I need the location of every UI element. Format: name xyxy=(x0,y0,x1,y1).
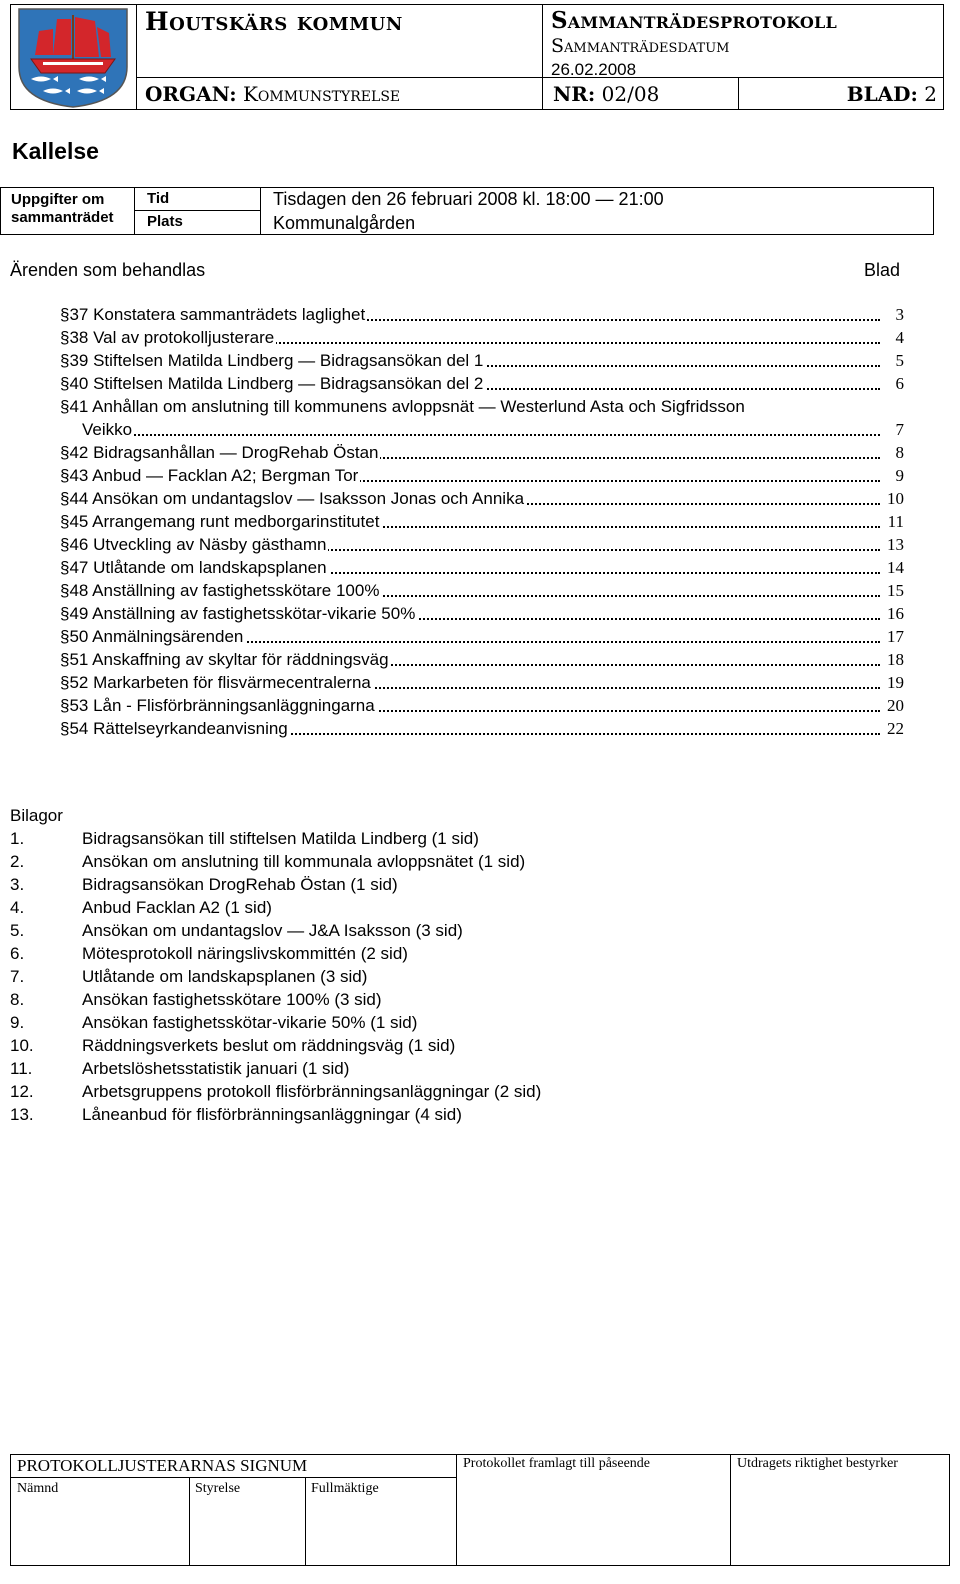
attachments-heading: Bilagor xyxy=(10,806,63,825)
attachment-number: 6. xyxy=(10,944,25,963)
agenda-item: §44 Ansökan om undantagslov — Isaksson Jonas och Annika 10 xyxy=(60,489,904,508)
attachment-number: 9. xyxy=(10,1013,25,1032)
agenda-item: §41 Anhållan om anslutning till kommunens avloppsnät — Westerlund Asta och Sigfridsson xyxy=(60,397,745,416)
meeting-date: 26.02.2008 xyxy=(551,60,637,79)
agenda-item: §43 Anbud — Facklan A2; Bergman Tor 9 xyxy=(60,466,904,485)
riktighet-cell xyxy=(731,1455,949,1565)
meeting-info-label: Uppgifter om sammanträdet xyxy=(11,191,114,226)
organ-cell xyxy=(137,78,543,109)
logo-cell xyxy=(11,5,137,109)
organ-label: ORGAN: xyxy=(145,82,237,106)
riktighet-label: Utdragets riktighet bestyrker xyxy=(737,1456,898,1471)
agenda-page-heading: Blad xyxy=(864,260,901,280)
agenda-item: §39 Stiftelsen Matilda Lindberg — Bidragsansökan del 1 5 xyxy=(60,351,904,370)
agenda-item: §53 Lån - Flisförbränningsanläggningarna 20 xyxy=(60,696,904,715)
nr-label: NR: xyxy=(553,82,596,106)
page-cell xyxy=(739,78,943,109)
attachment-item: Ansökan fastighetsskötare 100% (3 sid) xyxy=(82,990,382,1009)
date-label: Sammanträdesdatum xyxy=(551,35,730,57)
attachment-item: Bidragsansökan DrogRehab Östan (1 sid) xyxy=(82,875,398,894)
document-header xyxy=(10,4,944,110)
agenda-item: §38 Val av protokolljusterare 4 xyxy=(60,328,904,347)
agenda-item: §45 Arrangemang runt medborgarinstitutet 11 xyxy=(60,512,904,531)
attachment-item: Ansökan fastighetsskötar-vikarie 50% (1 sid) xyxy=(82,1013,418,1032)
attachment-number: 3. xyxy=(10,875,25,894)
namnd-label: Nämnd xyxy=(17,1481,59,1496)
header-doctype-cell xyxy=(543,5,943,77)
time-label: Tid xyxy=(147,190,170,207)
agenda-item: §42 Bidragsanhållan — DrogRehab Östan 8 xyxy=(60,443,904,462)
attachment-item: Låneanbud för flisförbränningsanläggningar (4 sid) xyxy=(82,1105,462,1124)
signum-cell xyxy=(11,1455,457,1565)
attachment-item: Mötesprotokoll näringslivskommittén (2 sid) xyxy=(82,944,408,963)
blad-value: 2 xyxy=(924,82,937,106)
attachment-item: Utlåtande om landskapsplanen (3 sid) xyxy=(82,967,368,986)
attachment-item: Arbetslöshetsstatistik januari (1 sid) xyxy=(82,1059,350,1078)
document-type: Sammanträdesprotokoll xyxy=(551,7,837,34)
number-cell xyxy=(543,78,739,109)
signum-title: PROTOKOLLJUSTERARNAS SIGNUM xyxy=(17,1456,308,1475)
agenda-item: §48 Anställning av fastighetsskötare 100% 15 xyxy=(60,581,904,600)
blad-label: BLAD: xyxy=(846,82,918,106)
agenda-item: §46 Utveckling av Näsby gästhamn 13 xyxy=(60,535,904,554)
attachment-item: Räddningsverkets beslut om räddningsväg (1 sid) xyxy=(82,1036,456,1055)
agenda-item: §51 Anskaffning av skyltar för räddningsväg 18 xyxy=(60,650,904,669)
framlagt-label: Protokollet framlagt till påseende xyxy=(463,1456,651,1471)
nr-value: 02/08 xyxy=(601,82,660,106)
agenda-item: §47 Utlåtande om landskapsplanen 14 xyxy=(60,558,904,577)
attachment-number: 11. xyxy=(10,1059,33,1078)
attachment-number: 10. xyxy=(10,1036,34,1055)
attachment-item: Arbetsgruppens protokoll flisförbränningsanläggningar (2 sid) xyxy=(82,1082,542,1101)
attachment-number: 5. xyxy=(10,921,25,940)
framlagt-cell xyxy=(457,1455,731,1565)
styrelse-label: Styrelse xyxy=(195,1481,241,1496)
agenda-item: §37 Konstatera sammanträdets laglighet 3 xyxy=(60,305,904,324)
attachment-number: 13. xyxy=(10,1105,34,1124)
agenda-item: §54 Rättelseyrkandeanvisning 22 xyxy=(60,719,904,738)
header-municipality-cell xyxy=(137,5,543,77)
agenda-item: §49 Anställning av fastighetsskötar-vikarie 50% 16 xyxy=(60,604,904,623)
municipality-name: Houtskärs kommun xyxy=(145,7,403,36)
agenda-item: §52 Markarbeten för flisvärmecentralerna 19 xyxy=(60,673,904,692)
place-label: Plats xyxy=(147,213,183,230)
attachment-number: 1. xyxy=(10,829,25,848)
place-value: Kommunalgården xyxy=(273,213,416,233)
attachment-item: Ansökan om undantagslov — J&A Isaksson (3 sid) xyxy=(82,921,463,940)
agenda-item: §50 Anmälningsärenden 17 xyxy=(60,627,904,646)
meeting-info-table xyxy=(0,187,934,235)
attachment-number: 4. xyxy=(10,898,25,917)
header-row-2 xyxy=(137,77,943,109)
organ-value: Kommunstyrelse xyxy=(242,82,401,106)
agenda-item-continued: Veikko 7 xyxy=(82,420,904,439)
agenda-heading: Ärenden som behandlas xyxy=(10,260,206,280)
time-value: Tisdagen den 26 februari 2008 kl. 18:00 — 21:00 xyxy=(273,189,664,209)
attachment-number: 12. xyxy=(10,1082,34,1101)
signature-footer xyxy=(10,1454,950,1566)
attachment-item: Anbud Facklan A2 (1 sid) xyxy=(82,898,272,917)
attachment-item: Ansökan om anslutning till kommunala avloppsnätet (1 sid) xyxy=(82,852,526,871)
attachment-item: Bidragsansökan till stiftelsen Matilda Lindberg (1 sid) xyxy=(82,829,479,848)
fullmaktige-label: Fullmäktige xyxy=(311,1481,379,1496)
municipality-coat-of-arms-icon xyxy=(13,5,133,109)
attachment-number: 7. xyxy=(10,967,25,986)
attachment-number: 8. xyxy=(10,990,25,1009)
agenda-item: §40 Stiftelsen Matilda Lindberg — Bidragsansökan del 2 6 xyxy=(60,374,904,393)
page-title: Kallelse xyxy=(12,138,99,164)
attachment-number: 2. xyxy=(10,852,25,871)
